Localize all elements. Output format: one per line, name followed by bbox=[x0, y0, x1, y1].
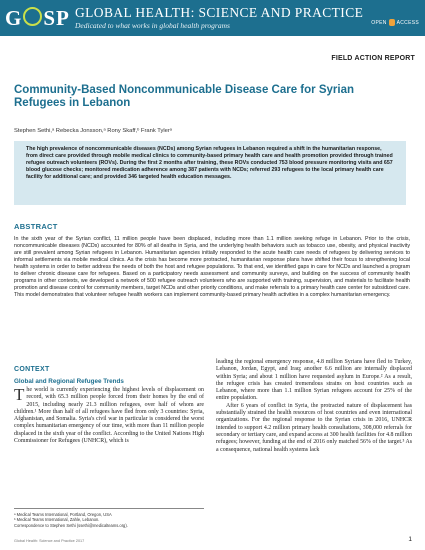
context-paragraph-left bbox=[14, 387, 204, 445]
journal-tagline: Dedicated to what works in global health programs bbox=[75, 21, 230, 30]
open-access-lock-icon bbox=[389, 19, 395, 26]
journal-banner bbox=[0, 0, 425, 36]
footnote-affiliation-a: ᵃ Medical Teams International, Portland, Oregon, USA bbox=[14, 512, 112, 517]
right-column bbox=[216, 359, 412, 454]
footer-citation: Global Health: Science and Practice 2017 bbox=[14, 539, 85, 543]
journal-title: GLOBAL HEALTH: SCIENCE AND PRACTICE bbox=[75, 5, 364, 20]
page-number: 1 bbox=[408, 536, 412, 543]
section-label: FIELD ACTION REPORT bbox=[331, 55, 415, 62]
article-title: Community-Based Noncommunicable Disease Care for Syrian Refugees in Lebanon bbox=[14, 84, 354, 109]
abstract-heading: ABSTRACT bbox=[14, 222, 58, 231]
abstract-text: In the sixth year of the Syrian conflict, 11 million people have been displaced, including more than 1.1 million seeking refuge in Lebanon. Prior to the crisis, noncommunicable diseases (NCDs) accounted for 80% of all deaths in Syria, and the underlying health behaviors such as tobacco use, obesity, and physical inactivity are still prevalent among Syrian refugees in Lebanon. Humanitarian agencies initially responded to the acute health care needs of refugees by delivering services to informal settlements via mobile medical clinics. As the crisis has become more protracted, humanitarian response plans have shifted their focus to strengthening local health systems in order to better address the needs of both the host and refugee populations. To that end, we identified gaps in care for NCDs and launched a program to deliver chronic disease care for refugees. Based on a participatory needs assessment and community surveys, and building on the success of community health programs in other contexts, we developed a network of 500 refugee outreach volunteers who are supported with training, supervision, and materials to facilitate health promotion and disease control for community members, target NCDs and other priority conditions, and make referrals to a primary health care center for subsidized care. This model demonstrates that volunteer refugee health workers can implement community-based primary health activities in a complex humanitarian emergency. bbox=[14, 236, 410, 299]
author-list: Stephen Sethi,ᵃ Rebecka Jonsson,ᵃ Rony Skaff,ᵇ Frank Tylerᵃ bbox=[14, 128, 172, 134]
journal-logo[interactable]: G SP bbox=[5, 6, 70, 30]
key-findings-box: The high prevalence of noncommunicable diseases (NCDs) among Syrian refugees in Lebanon required a shift in the humanitarian response, from direct care provided through mobile medical clinics to community-based primary health care and health promotion provided through trained refugee outreach volunteers (ROVs). During the first 2 months after training, these ROVs conducted 753 blood pressure monitoring visits and 657 blood glucose checks; monitored medication adherence among 387 patients with NCDs; referred 293 refugees to the local primary health care facility for additional care; and provided 346 targeted health education messages. bbox=[14, 141, 406, 205]
refugee-trends-subheading: Global and Regional Refugee Trends bbox=[14, 378, 124, 385]
logo-ring-icon bbox=[23, 7, 42, 26]
left-column bbox=[14, 366, 204, 445]
open-access-word-2: ACCESS bbox=[396, 19, 419, 26]
affiliation-footnotes bbox=[14, 508, 204, 528]
footnote-affiliation-b: ᵇ Medical Teams International, Zahle, Lebanon. bbox=[14, 517, 100, 523]
context-paragraph-left-text: he world is currently experiencing the highest levels of displacement on record, with 65.3 million people forced from their homes by the end of 2015, including nearly 21.3 million refugees, over half of whom are children.¹ More than half of all refugees have fled from only 3 countries: Syria, Afghanistan, and Somalia. Syria's civil war in particular is considered the worst complex humanitarian emergency of our time, with more than 11 million people displaced in the sixth year of the conflict. According to the United Nations High Commissioner for Refugees (UNHCR), which is bbox=[14, 387, 204, 445]
context-paragraph-right-1: leading the regional emergency response, 4.8 million Syrians have fled to Turkey, Lebanon, Jordan, Egypt, and Iraq; another 6.6 million are internally displaced within Syria; and about 1 million have requested asylum in Europe.² As a result, the refugee crisis has created tremendous strains on host countries such as Lebanon, where more than 1.1 million Syrian refugees account for 25% of the entire population. bbox=[216, 359, 412, 402]
open-access-badge bbox=[371, 19, 419, 26]
context-paragraph-right-2: After 6 years of conflict in Syria, the protracted nature of displacement has substantially strained the health resources of host countries and even international organizations. For the regional response to the Syrian crisis in 2016, UNHCR intended to support 4.2 million primary health consultations, 308,000 referrals for secondary or tertiary care, and expand access at 300 health facilities for 4.8 million refugees; however, funding at the end of 2016 only matched 56% of the target.³ As a consequence, national health systems lack bbox=[216, 402, 412, 453]
context-heading: CONTEXT bbox=[14, 366, 50, 373]
drop-cap: T bbox=[14, 385, 25, 404]
open-access-word-1: OPEN bbox=[371, 19, 387, 26]
footnote-correspondence[interactable]: Correspondence to Stephen Sethi (ssethi@medicalteams.org). bbox=[14, 522, 128, 528]
